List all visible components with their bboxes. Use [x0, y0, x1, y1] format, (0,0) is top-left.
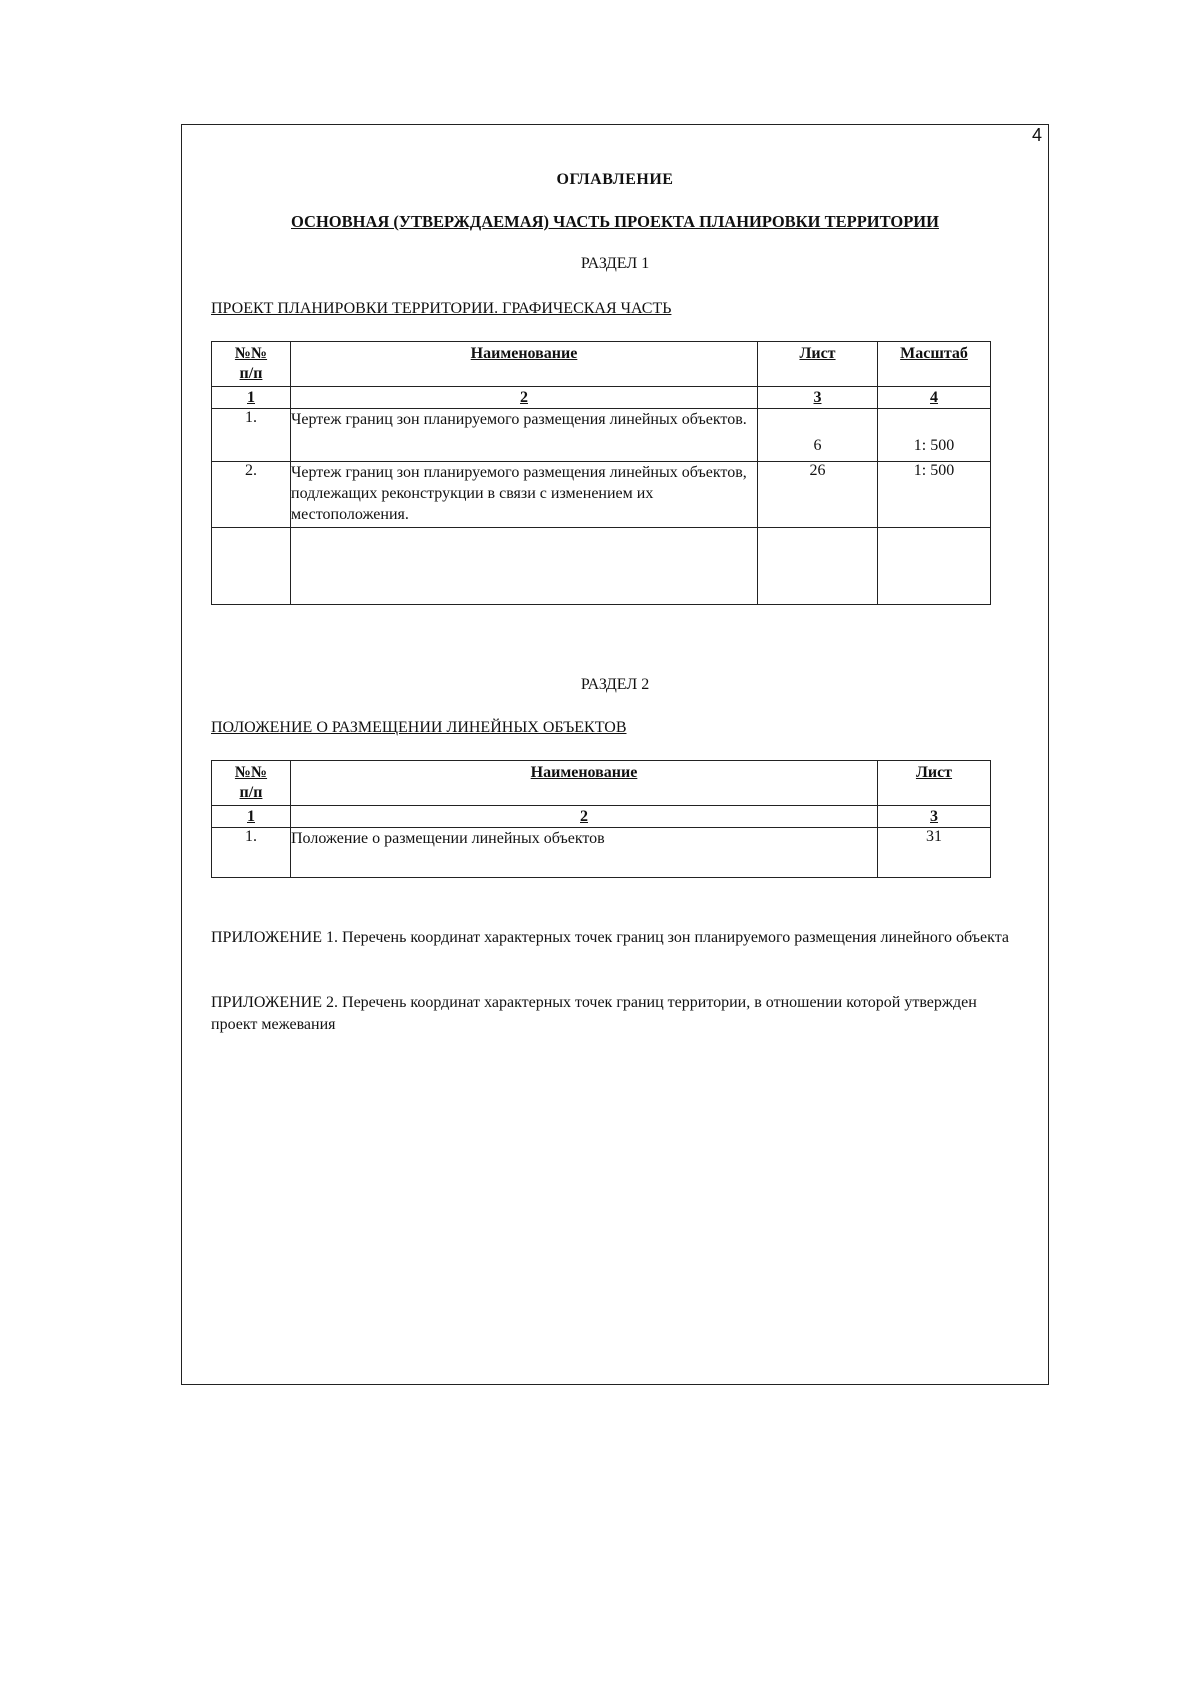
col-header-sheet: Лист — [878, 761, 991, 806]
column-number: 2 — [291, 387, 758, 409]
empty-cell — [212, 528, 291, 605]
column-number: 3 — [878, 806, 991, 828]
col-header-name: Наименование — [291, 342, 758, 387]
table-header-row — [212, 761, 991, 806]
row-name: Положение о размещении линейных объектов — [291, 828, 878, 878]
section1-label: РАЗДЕЛ 1 — [580, 255, 650, 272]
col-header-num-line2: п/п — [239, 365, 263, 382]
col-header-scale: Масштаб — [878, 342, 991, 387]
column-number: 1 — [212, 387, 291, 409]
section2-heading: ПОЛОЖЕНИЕ О РАЗМЕЩЕНИИ ЛИНЕЙНЫХ ОБЪЕКТОВ — [211, 719, 627, 736]
row-scale: 1: 500 — [878, 462, 991, 528]
column-number: 3 — [758, 387, 878, 409]
appendix-2: ПРИЛОЖЕНИЕ 2. Перечень координат характерных точек границ территории, в отношении которой утвержден проект межевания — [211, 994, 977, 1033]
page-number: 4 — [1031, 125, 1042, 145]
row-num: 2. — [212, 462, 291, 528]
row-name: Чертеж границ зон планируемого размещения линейных объектов, подлежащих реконструкции в связи с изменением их местоположения. — [291, 462, 758, 528]
toc-title: ОГЛАВЛЕНИЕ — [556, 171, 674, 188]
column-number: 2 — [291, 806, 878, 828]
section2-table — [211, 760, 991, 878]
main-heading: ОСНОВНАЯ (УТВЕРЖДАЕМАЯ) ЧАСТЬ ПРОЕКТА ПЛАНИРОВКИ ТЕРРИТОРИИ — [291, 212, 939, 231]
section1-heading: ПРОЕКТ ПЛАНИРОВКИ ТЕРРИТОРИИ. ГРАФИЧЕСКАЯ ЧАСТЬ — [211, 300, 672, 317]
row-num: 1. — [212, 828, 291, 878]
empty-cell — [758, 528, 878, 605]
table-row — [212, 462, 991, 528]
appendix-1: ПРИЛОЖЕНИЕ 1. Перечень координат характерных точек границ зон планируемого размещения линейного объекта — [211, 929, 1009, 946]
row-num: 1. — [212, 409, 291, 462]
section1-table — [211, 341, 991, 605]
row-sheet: 6 — [758, 409, 878, 462]
empty-cell — [291, 528, 758, 605]
row-scale: 1: 500 — [878, 409, 991, 462]
column-number-row — [212, 806, 991, 828]
col-header-sheet: Лист — [758, 342, 878, 387]
col-header-num-line1: №№ — [234, 345, 268, 362]
row-name: Чертеж границ зон планируемого размещения линейных объектов. — [291, 409, 758, 462]
col-header-num-line1: №№ — [234, 764, 268, 781]
row-sheet: 31 — [878, 828, 991, 878]
empty-cell — [878, 528, 991, 605]
column-number: 4 — [878, 387, 991, 409]
table-row-empty — [212, 528, 991, 605]
section2-label: РАЗДЕЛ 2 — [580, 676, 650, 693]
col-header-num-line2: п/п — [239, 784, 263, 801]
column-number: 1 — [212, 806, 291, 828]
col-header-name: Наименование — [291, 761, 878, 806]
table-row — [212, 409, 991, 462]
col-header-num — [212, 342, 291, 387]
table-header-row — [212, 342, 991, 387]
col-header-num — [212, 761, 291, 806]
page-frame — [181, 124, 1049, 1385]
column-number-row — [212, 387, 991, 409]
table-row — [212, 828, 991, 878]
row-sheet: 26 — [758, 462, 878, 528]
